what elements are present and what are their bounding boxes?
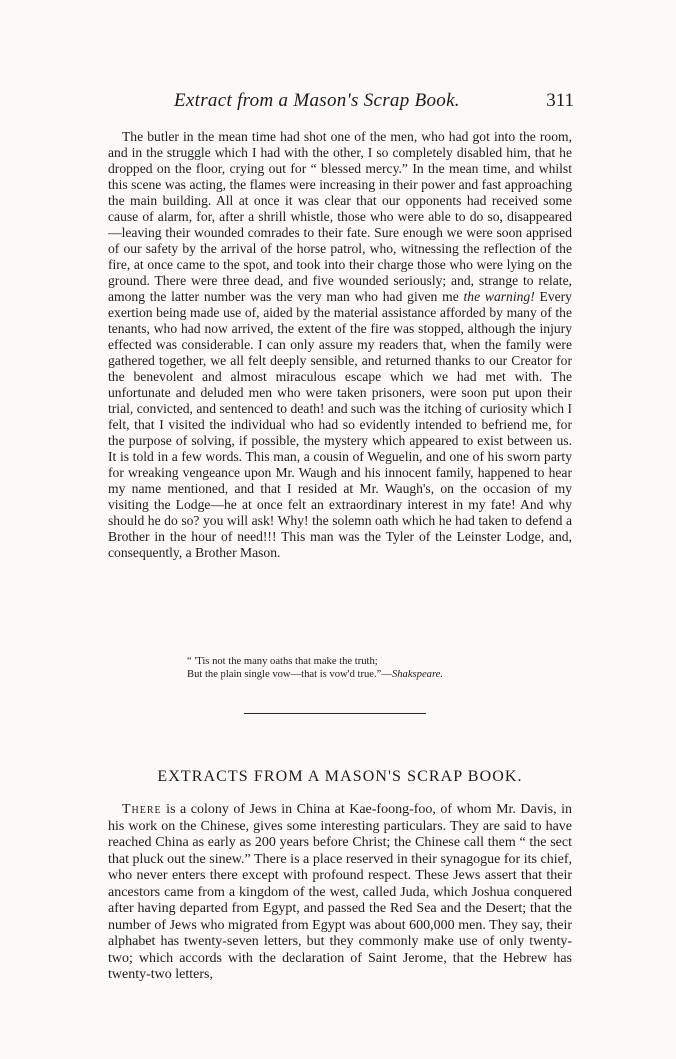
section-divider	[244, 713, 426, 714]
running-head	[108, 90, 574, 118]
section-text: is a colony of Jews in China at Kae-foong-foo, of whom Mr. Davis, in his work on the Chinese, gives some interesting particulars. They are said to have reached China as early as 200 years before Christ; the Chinese call them “ the sect that pluck out the sinew.” There is a place reserved in their synagogue for its chief, who never enters there except with profound respect. These Jews assert that their ancestors came from a kingdom of the west, called Juda, which Joshua conquered after having departed from Egypt, and passed the Red Sea and the Desert; that the number of Jews who migrated from Egypt was about 600,000 men. They say, their alphabet has twenty-seven letters, but they commonly make use of only twenty-two; which accords with the declaration of Saint Jerome, that the Hebrew has twenty-two letters,	[108, 802, 572, 982]
quote-attribution: Shakspeare.	[391, 669, 444, 680]
story-paragraph	[108, 129, 572, 561]
story-text-a: The butler in the mean time had shot one of the men, who had got into the room, and in the struggle which I had with the other, I so completely disabled him, that he dropped on the floor, crying out for “ blessed mercy.” In the mean time, and whilst this scene was acting, the flames were increasing in their power and fast approaching the main building. All at once it was clear that our opponents had received some cause of alarm, for, after a shrill whistle, those who were able to do so, disappeared—leaving their wounded comrades to their fate. Sure enough we were soon apprised of our safety by the arrival of the horse patrol, who, witnessing the reflection of the fire, at once came to the spot, and took into their charge those who were lying on the ground. There were three dead, and five wounded seriously; and, strange to relate, among the latter number was the very man who had given me	[108, 129, 572, 304]
section-body	[108, 802, 572, 984]
story-emphasis: the warning!	[463, 289, 535, 304]
page-number: 311	[546, 90, 574, 111]
section-heading: EXTRACTS FROM A MASON'S SCRAP BOOK.	[157, 768, 523, 785]
quote-line-2	[187, 668, 547, 681]
story-continuation	[108, 129, 572, 561]
epigraph-quote	[187, 655, 547, 681]
quote-line-2-text: But the plain single vow—that is vow'd true.”—	[187, 669, 392, 680]
running-title: Extract from a Mason's Scrap Book.	[174, 90, 460, 111]
section-first-word: There	[122, 802, 162, 817]
section-paragraph	[108, 802, 572, 984]
story-text-b: Every exertion being made use of, aided by the material assistance afforded by many of the tenants, who had now arrived, the extent of the fire was stopped, although the injury effected was considerable. I can only assure my readers that, when the family were gathered together, we all felt deeply sensible, and returned thanks to our Creator for the benevolent and almost miraculous escape which we had met with. The unfortunate and deluded men who were taken prisoners, were soon put upon their trial, convicted, and sentenced to death! and such was the itching of curiosity which I felt, that I visited the individual who had so evidently intended to befriend me, for the purpose of solving, if possible, the mystery which appeared to exist between us. It is told in a few words. This man, a cousin of Weguelin, and one of his sworn party for wreaking vengeance upon Mr. Waugh and his innocent family, happened to hear my name mentioned, and that I resided at Mr. Waugh's, on the occasion of my visiting the Lodge—he at once felt an extraordinary interest in my fate! And why should he do so? you will ask! Why! the solemn oath which he had taken to defend a Brother in the hour of need!!! This man was the Tyler of the Leinster Lodge, and, consequently, a Brother Mason.	[108, 289, 572, 560]
quote-line-1: “ 'Tis not the many oaths that make the truth;	[187, 656, 378, 667]
